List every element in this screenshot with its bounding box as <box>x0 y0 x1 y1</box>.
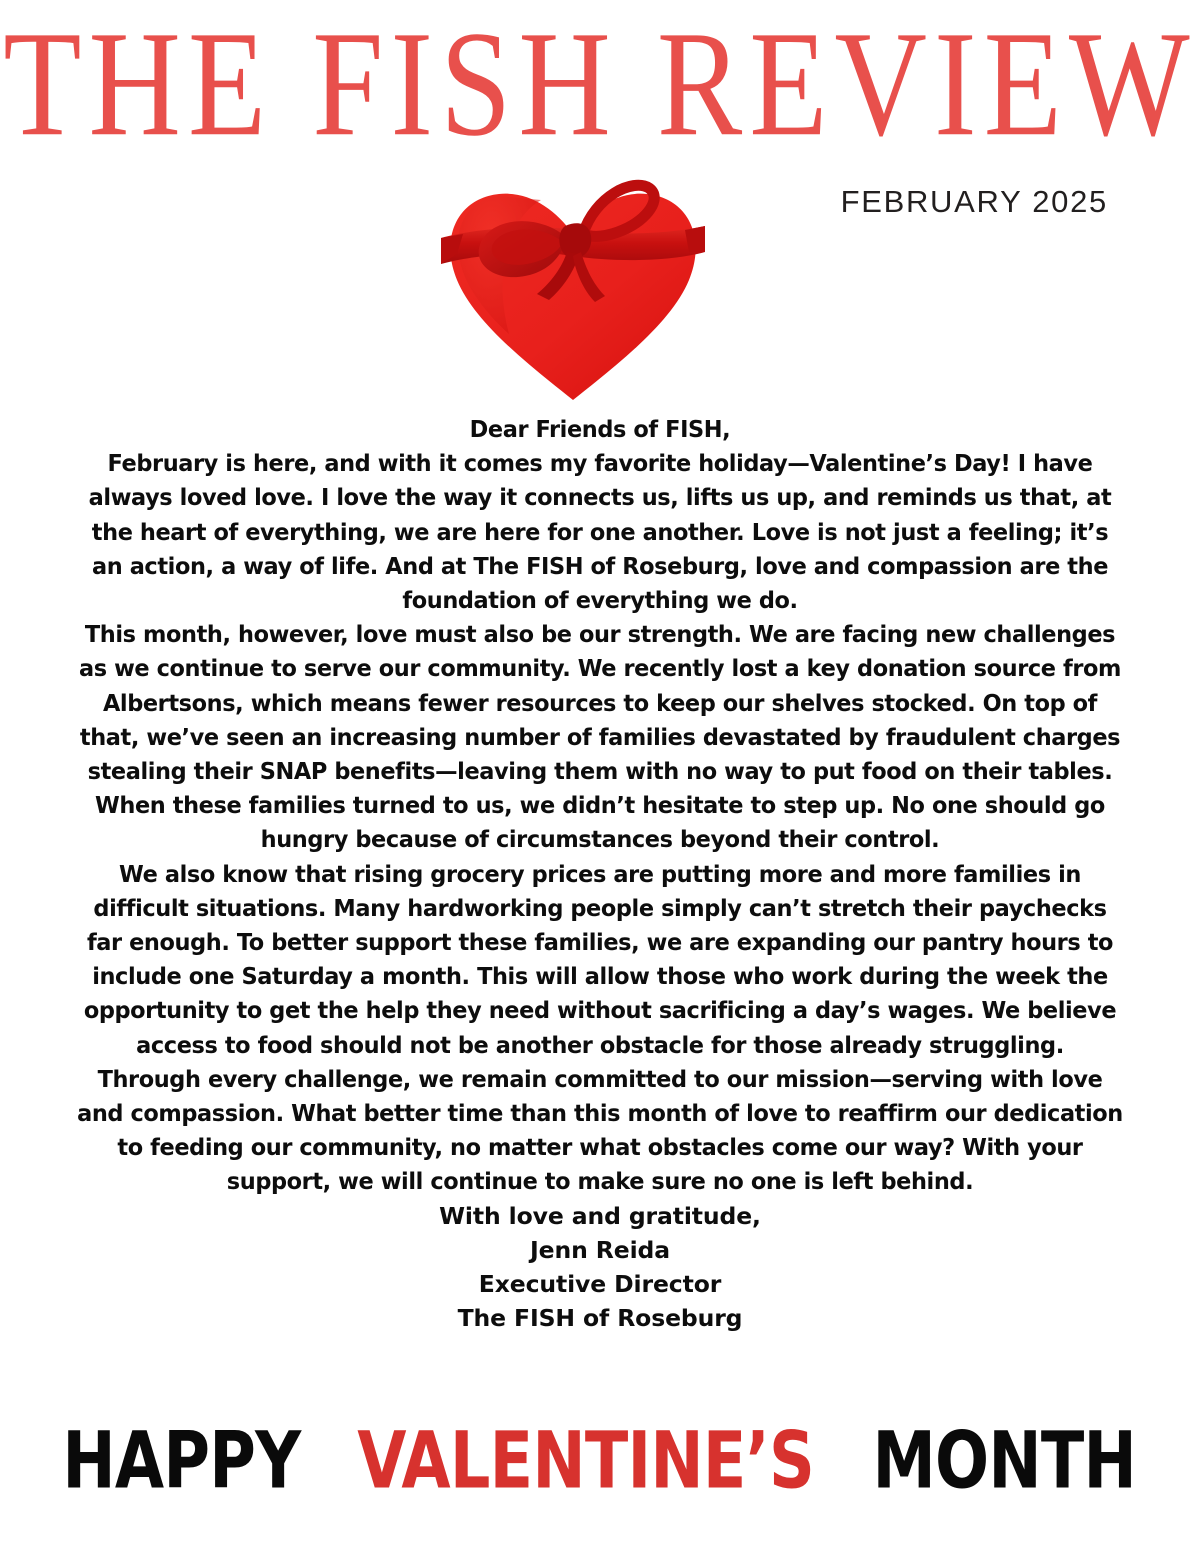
letter-body <box>50 412 1150 1335</box>
heart-gift-box-image <box>437 172 709 404</box>
letter-paragraph-3: We also know that rising grocery prices are putting more and more families in difficult situations. Many hardworking people simply can’t stretch their paychecks far enough. To better support these families, we are expanding our pantry hours to include one Saturday a month. This will allow those who work during the week the opportunity to get the help they need without sacrificing a day’s wages. We believe access to food should not be another obstacle for those already struggling. <box>83 859 1117 1059</box>
heart-icon <box>437 172 709 404</box>
signer-organization: The FISH of Roseburg <box>457 1304 743 1333</box>
footer-banner <box>0 1415 1200 1507</box>
footer-text-valentines: VALENTINE’S <box>356 1415 814 1507</box>
signer-name: Jenn Reida <box>530 1235 670 1264</box>
letter-paragraph-1: February is here, and with it comes my favorite holiday—Valentine’s Day! I have always loved love. I love the way it connects us, lifts us up, and reminds us that, at the heart of everything, we are here for one another. Love is not just a feeling; it’s an action, a way of life. And at The FISH of Roseburg, love and compassion are the foundation of everything we do. <box>88 449 1112 615</box>
letter-signoff: With love and gratitude, <box>439 1201 761 1230</box>
masthead <box>0 0 1200 168</box>
signer-title: Executive Director <box>478 1270 722 1299</box>
letter-paragraph-2: This month, however, love must also be our strength. We are facing new challenges as we continue to serve our community. We recently lost a key donation source from Albertsons, which means fewer resources to keep our shelves stocked. On top of that, we’ve seen an increasing number of families devastated by fraudulent charges stealing their SNAP benefits—leaving them with no way to put food on their tables. When these families turned to us, we didn’t hesitate to step up. No one should go hungry because of circumstances beyond their control. <box>78 620 1122 854</box>
issue-date: FEBRUARY 2025 <box>840 184 1108 219</box>
footer-text-happy: HAPPY <box>62 1415 301 1507</box>
publication-title: THE FISH REVIEW <box>3 0 1197 168</box>
footer-text-month: MONTH <box>872 1415 1136 1507</box>
letter-salutation: Dear Friends of FISH, <box>469 415 731 443</box>
letter-paragraph-4: Through every challenge, we remain committed to our mission—serving with love and compassion. What better time than this month of love to reaffirm our dedication to feeding our community, no matter what obstacles come our way? With your support, we will continue to make sure no one is left behind. <box>77 1064 1123 1196</box>
